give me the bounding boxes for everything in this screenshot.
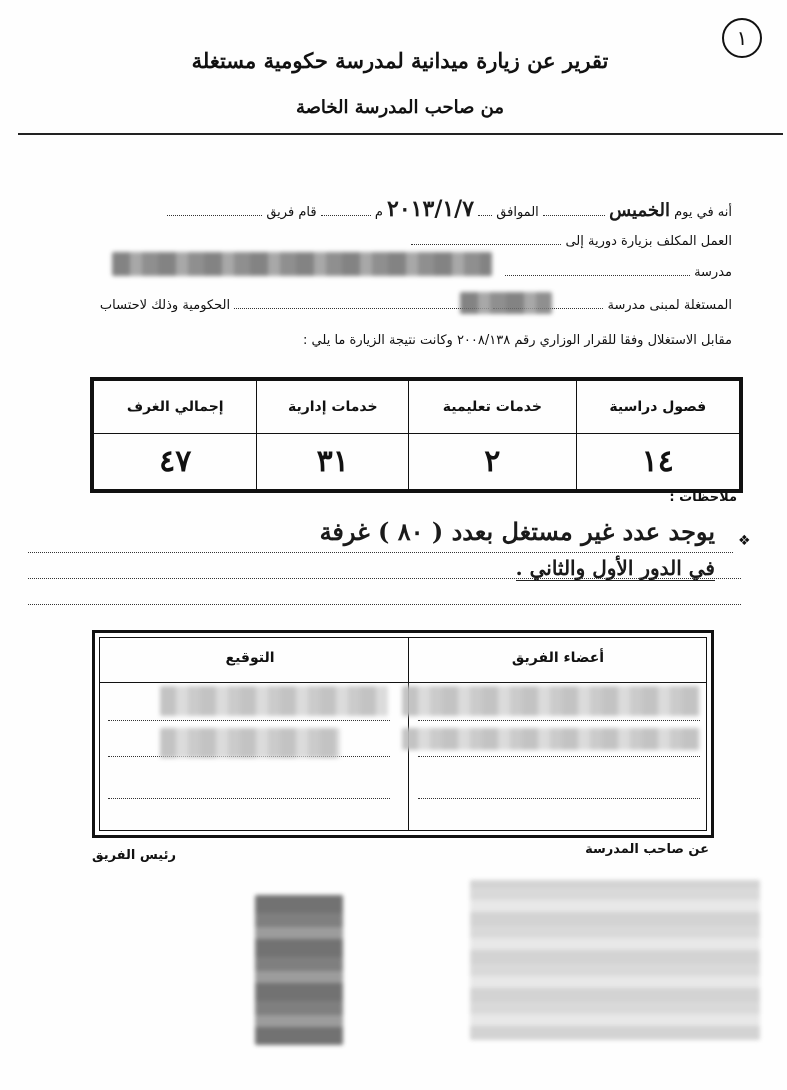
dotted-fill xyxy=(505,265,690,276)
note-rule-2 xyxy=(28,578,741,579)
table-header-row xyxy=(94,381,740,434)
line4-start-text: المستغلة لمبنى مدرسة xyxy=(607,298,732,313)
document-title: تقرير عن زيارة ميدانية لمدرسة حكومية مستغلة xyxy=(191,48,609,73)
bullet-icon: ❖ xyxy=(738,533,751,549)
agreed-label: الموافق xyxy=(496,205,539,220)
redacted-member-2 xyxy=(402,728,700,750)
decision-line: مقابل الاستغلال وفقا للقرار الوزاري رقم ٢٠٠٨/١٣٨ وكانت نتيجة الزيارة ما يلي : xyxy=(303,333,732,348)
value-educational-services: ٢ xyxy=(409,434,576,490)
page-number: ١ xyxy=(722,18,762,58)
visit-date-handwritten: ٢٠١٣/١/٧ xyxy=(387,196,475,222)
line1-end-text: قام فريق xyxy=(266,205,317,220)
dotted-fill xyxy=(167,205,262,216)
line2-text: العمل المكلف بزيارة دورية إلى xyxy=(565,234,732,249)
header-classrooms: فصول دراسية xyxy=(576,381,739,434)
member-line-2 xyxy=(418,756,700,757)
member-line-1 xyxy=(418,720,700,721)
header-educational-services: خدمات تعليمية xyxy=(409,381,576,434)
signature-line-3 xyxy=(108,798,390,799)
dotted-fill xyxy=(234,298,489,309)
dotted-fill xyxy=(321,205,371,216)
redacted-host-school xyxy=(460,292,552,314)
redacted-leader-signature xyxy=(255,895,343,1045)
visit-day-handwritten: الخميس xyxy=(609,200,670,221)
notes-label: ملاحظات : xyxy=(669,490,737,505)
host-school-line xyxy=(100,298,732,313)
school-owner-label: عن صاحب المدرسة xyxy=(585,842,709,857)
table-values-row xyxy=(94,434,740,490)
redacted-school-name xyxy=(112,252,492,276)
redacted-member-1 xyxy=(402,686,700,716)
value-total-rooms: ٤٧ xyxy=(94,434,257,490)
dotted-fill xyxy=(411,234,561,245)
redacted-owner-stamp xyxy=(470,880,760,1040)
team-leader-label: رئيس الفريق xyxy=(92,848,176,863)
calendar-marker: م xyxy=(374,205,383,220)
header-administrative-services: خدمات إدارية xyxy=(257,381,409,434)
dotted-fill xyxy=(478,205,492,216)
line4-end-text: الحكومية وذلك لاحتساب xyxy=(99,298,231,313)
dotted-fill xyxy=(543,205,605,216)
header-total-rooms: إجمالي الغرف xyxy=(94,381,257,434)
rooms-summary-table xyxy=(90,377,743,493)
note-handwritten-line1: يوجد عدد غير مستغل بعدد ( ٨٠ ) غرفة xyxy=(319,517,715,546)
member-line-3 xyxy=(418,798,700,799)
document-subtitle: من صاحب المدرسة الخاصة xyxy=(295,97,504,118)
redacted-signature-1 xyxy=(160,686,388,716)
value-administrative-services: ٣١ xyxy=(257,434,409,490)
line3-text: مدرسة xyxy=(694,265,732,280)
note-rule-1 xyxy=(28,552,733,553)
signature-line-1 xyxy=(108,720,390,721)
visit-team-line xyxy=(411,234,732,249)
line1-start-text: أنه في يوم xyxy=(674,205,732,220)
note-rule-3 xyxy=(28,604,741,605)
header-divider xyxy=(18,133,783,135)
note-handwritten-line2: في الدور الأول والثاني . xyxy=(515,556,715,580)
header-team-members: أعضاء الفريق xyxy=(511,650,605,666)
school-name-line xyxy=(505,265,732,280)
redacted-signature-2 xyxy=(160,728,340,758)
value-classrooms: ١٤ xyxy=(576,434,739,490)
visit-date-line xyxy=(167,196,732,222)
header-signature: التوقيع xyxy=(225,650,275,666)
